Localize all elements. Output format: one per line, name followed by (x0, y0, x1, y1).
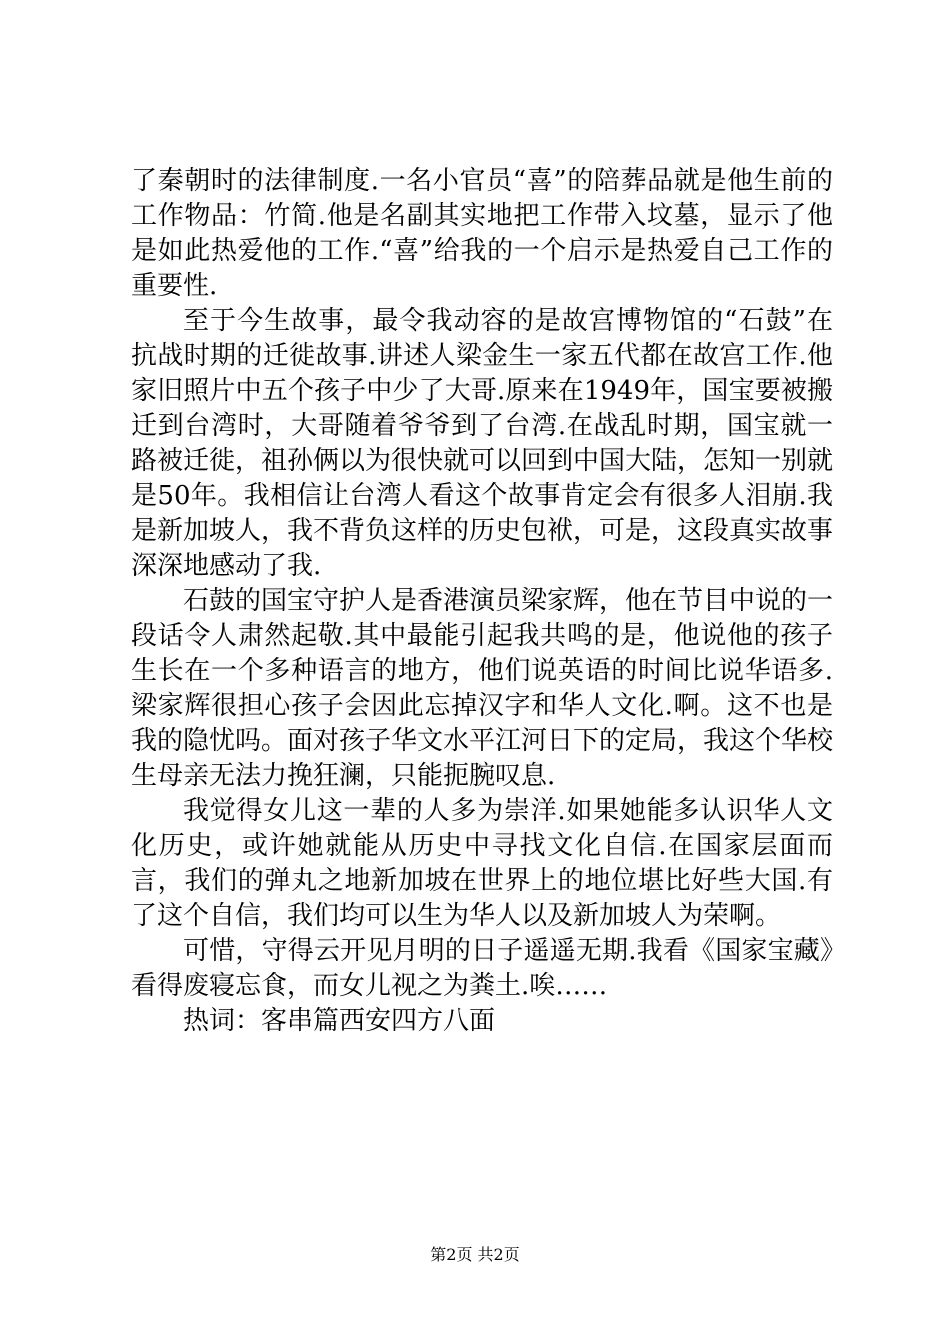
paragraph-cultural-confidence: 我觉得女儿这一辈的人多为崇洋.如果她能多认识华人文化历史，或许她就能从历史中寻找文化自信.在国家层面而言，我们的弹丸之地新加坡在世界上的地位堪比好些大国.有了这个自信，我们均可以生为华人以及新加坡人为荣啊。 (131, 796, 833, 931)
document-body (131, 164, 833, 1039)
paragraph-national-treasure-show: 可惜，守得云开见月明的日子遥遥无期.我看《国家宝藏》看得废寝忘食，而女儿视之为粪土.唉…… (131, 936, 833, 1001)
paragraph-hot-words: 热词：客串篇西安四方八面 (183, 1006, 496, 1036)
paragraph-qin-law: 了秦朝时的法律制度.一名小官员“喜”的陪葬品就是他生前的工作物品：竹简.他是名副其实地把工作带入坟墓，显示了他是如此热爱他的工作.“喜”给我的一个启示是热爱自己工作的重要性. (131, 166, 833, 301)
page-footer: 第2页 共2页 (430, 1245, 520, 1264)
paragraph-guardian-leung: 石鼓的国宝守护人是香港演员梁家辉，他在节目中说的一段话令人肃然起敬.其中最能引起我共鸣的是，他说他的孩子生长在一个多种语言的地方，他们说英语的时间比说华语多.梁家辉很担心孩子会因此忘掉汉字和华人文化.啊。这不也是我的隐忧吗。面对孩子华文水平江河日下的定局，我这个华校生母亲无法力挽狂澜，只能扼腕叹息. (131, 586, 834, 791)
paragraph-stone-drum-story: 至于今生故事，最令我动容的是故宫博物馆的“石鼓”在抗战时期的迁徙故事.讲述人梁金生一家五代都在故宫工作.他家旧照片中五个孩子中少了大哥.原来在1949年，国宝要被搬迁到台湾时，大哥随着爷爷到了台湾.在战乱时期，国宝就一路被迁徙，祖孙俩以为很快就可以回到中国大陆，怎知一别就是50年。我相信让台湾人看这个故事肯定会有很多人泪崩.我是新加坡人，我不背负这样的历史包袱，可是，这段真实故事深深地感动了我. (131, 306, 834, 581)
